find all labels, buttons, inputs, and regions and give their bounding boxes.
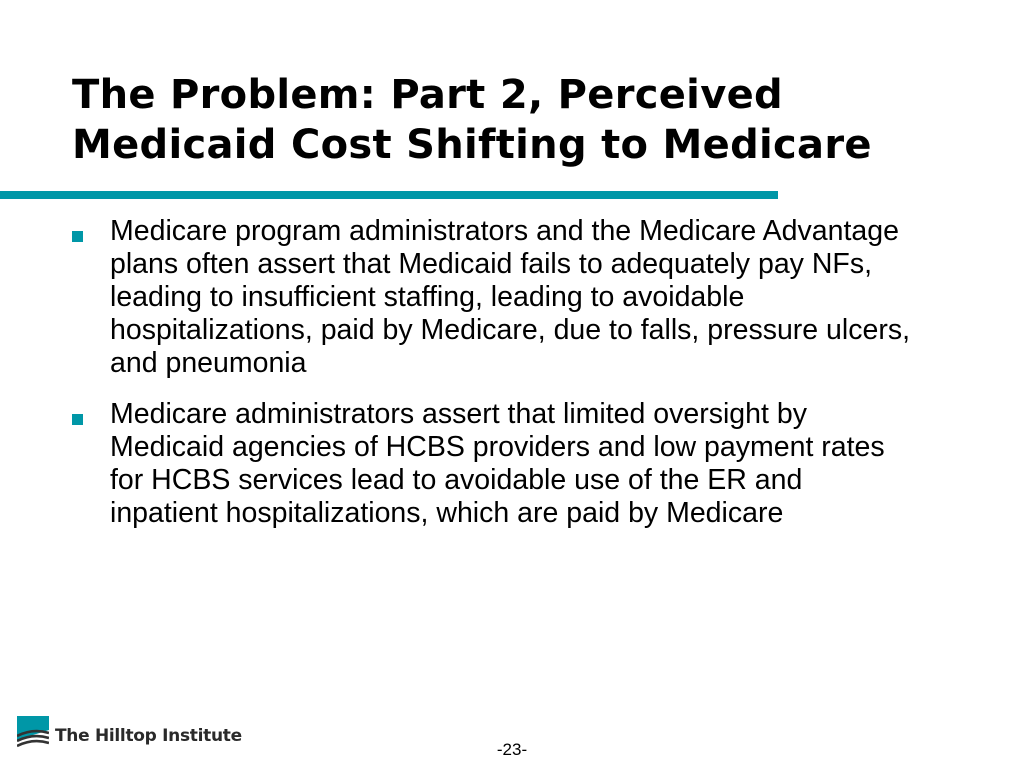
bullet-item xyxy=(72,215,912,380)
bullet-item xyxy=(72,398,912,530)
square-bullet-icon xyxy=(72,231,83,242)
bullet-text: Medicare administrators assert that limited oversight by Medicaid agencies of HCBS providers and low payment rates for HCBS services lead to avoidable use of the ER and inpatient hospitalizations, which are paid by Medicare xyxy=(110,398,885,529)
square-bullet-icon xyxy=(72,414,83,425)
bullet-list xyxy=(72,215,912,548)
title-divider xyxy=(0,191,778,199)
page-number: -23- xyxy=(496,740,528,759)
slide-title: The Problem: Part 2, Perceived Medicaid Cost Shifting to Medicare xyxy=(72,72,872,168)
logo-text: The Hilltop Institute xyxy=(55,726,242,746)
bullet-text: Medicare program administrators and the Medicare Advantage plans often assert that Medicaid fails to adequately pay NFs, leading to insufficient staffing, leading to avoidable hospitalizations, paid by Medicare, due to falls, pressure ulcers, and pneumonia xyxy=(110,215,910,379)
